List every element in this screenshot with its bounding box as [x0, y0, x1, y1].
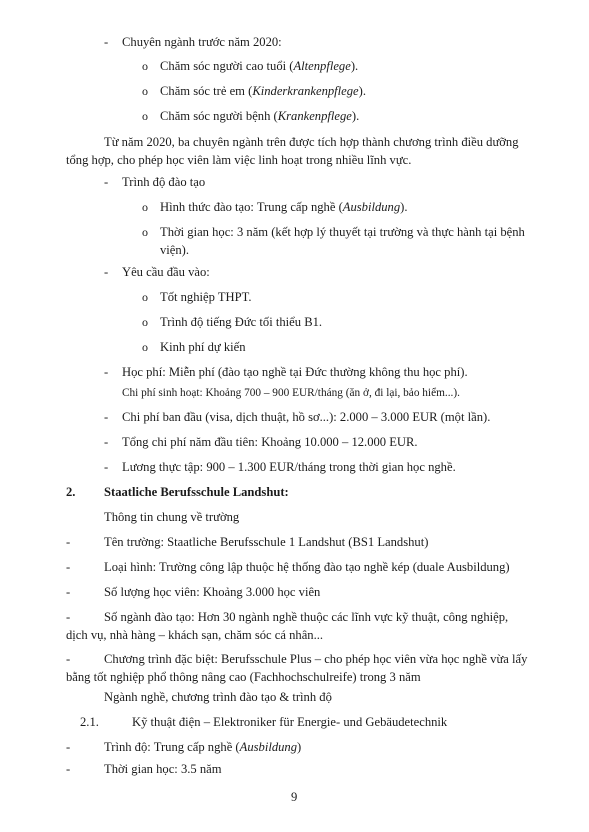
- spec-item-3: Chăm sóc người bệnh (Krankenpflege).: [160, 109, 360, 123]
- bullet-dash: -: [66, 560, 71, 574]
- internship-stipend: Lương thực tập: 900 – 1.300 EUR/tháng trong thời gian học nghề.: [122, 460, 456, 474]
- bullet-circle: o: [142, 340, 148, 354]
- bullet-dash: -: [104, 460, 109, 474]
- bullet-circle: o: [142, 109, 148, 123]
- bullet-dash: -: [66, 652, 71, 666]
- bullet-dash: -: [104, 175, 109, 189]
- school-name: Tên trường: Staatliche Berufsschule 1 Landshut (BS1 Landshut): [104, 535, 429, 549]
- subsection-number: 2.1.: [80, 715, 99, 729]
- special-program-line-1: Chương trình đặc biệt: Berufsschule Plus – cho phép học viên vừa học nghề vừa lấy: [104, 652, 528, 666]
- majors-heading: Ngành nghề, chương trình đào tạo & trình độ: [104, 690, 332, 704]
- bullet-dash: -: [104, 365, 109, 379]
- entry-item-3: Kinh phí dự kiến: [160, 340, 246, 354]
- spec-before-heading: Chuyên ngành trước năm 2020:: [122, 35, 282, 49]
- programs-line-2: dịch vụ, nhà hàng – khách sạn, chăm sóc cá nhân...: [66, 628, 324, 642]
- programs-line-1: Số ngành đào tạo: Hơn 30 ngành nghề thuộc các lĩnh vực kỹ thuật, công nghiệp,: [104, 610, 509, 624]
- special-program-line-2: bằng tốt nghiệp phổ thông nâng cao (Fachhochschulreife) trong 3 năm: [66, 670, 421, 684]
- section-2-title: Staatliche Berufsschule Landshut:: [104, 485, 289, 499]
- school-type: Loại hình: Trường công lập thuộc hệ thống đào tạo nghề kép (duale Ausbildung): [104, 560, 510, 574]
- tuition-fee: Học phí: Miễn phí (đào tạo nghề tại Đức thường không thu học phí).: [122, 365, 468, 379]
- bullet-circle: o: [142, 315, 148, 329]
- spec-item-1: Chăm sóc người cao tuổi (Altenpflege).: [160, 59, 359, 73]
- bullet-circle: o: [142, 225, 148, 239]
- living-cost: Chi phí sinh hoạt: Khoảng 700 – 900 EUR/tháng (ăn ở, đi lại, bảo hiểm...).: [122, 387, 460, 399]
- training-form: Hình thức đào tạo: Trung cấp nghề (Ausbildung).: [160, 200, 408, 214]
- general-info-heading: Thông tin chung về trường: [104, 510, 240, 524]
- duration-line-1: Thời gian học: 3 năm (kết hợp lý thuyết tại trường và thực hành tại bệnh: [160, 225, 525, 239]
- total-first-year-cost: Tổng chi phí năm đầu tiên: Khoảng 10.000 – 12.000 EUR.: [122, 435, 418, 449]
- training-level-heading: Trình độ đào tạo: [122, 175, 206, 189]
- bullet-dash: -: [104, 410, 109, 424]
- bullet-dash: -: [66, 585, 71, 599]
- bullet-circle: o: [142, 290, 148, 304]
- entry-item-2: Trình độ tiếng Đức tối thiểu B1.: [160, 315, 323, 329]
- bullet-dash: -: [104, 265, 109, 279]
- level-line: Trình độ: Trung cấp nghề (Ausbildung): [104, 740, 302, 754]
- entry-requirements-heading: Yêu cầu đầu vào:: [122, 265, 210, 279]
- bullet-circle: o: [142, 59, 148, 73]
- bullet-dash: -: [104, 35, 109, 49]
- bullet-dash: -: [66, 740, 71, 754]
- initial-cost: Chi phí ban đầu (visa, dịch thuật, hồ sơ...): 2.000 – 3.000 EUR (một lần).: [122, 410, 491, 424]
- paragraph-line-1: Từ năm 2020, ba chuyên ngành trên được tích hợp thành chương trình điều dưỡng: [104, 135, 519, 149]
- page-number: 9: [291, 790, 298, 804]
- bullet-dash: -: [66, 535, 71, 549]
- bullet-circle: o: [142, 84, 148, 98]
- duration-line-2: viện).: [160, 243, 190, 257]
- bullet-circle: o: [142, 200, 148, 214]
- subsection-duration: Thời gian học: 3.5 năm: [104, 762, 222, 776]
- section-2-number: 2.: [66, 485, 76, 499]
- entry-item-1: Tốt nghiệp THPT.: [160, 290, 252, 304]
- bullet-dash: -: [66, 610, 71, 624]
- paragraph-line-2: tổng hợp, cho phép học viên làm việc linh hoạt trong nhiều lĩnh vực.: [66, 153, 412, 167]
- bullet-dash: -: [66, 762, 71, 776]
- student-count: Số lượng học viên: Khoảng 3.000 học viên: [104, 585, 321, 599]
- spec-item-2: Chăm sóc trẻ em (Kinderkrankenpflege).: [160, 84, 366, 98]
- bullet-dash: -: [104, 435, 109, 449]
- subsection-title: Kỹ thuật điện – Elektroniker für Energie- und Gebäudetechnik: [132, 715, 448, 729]
